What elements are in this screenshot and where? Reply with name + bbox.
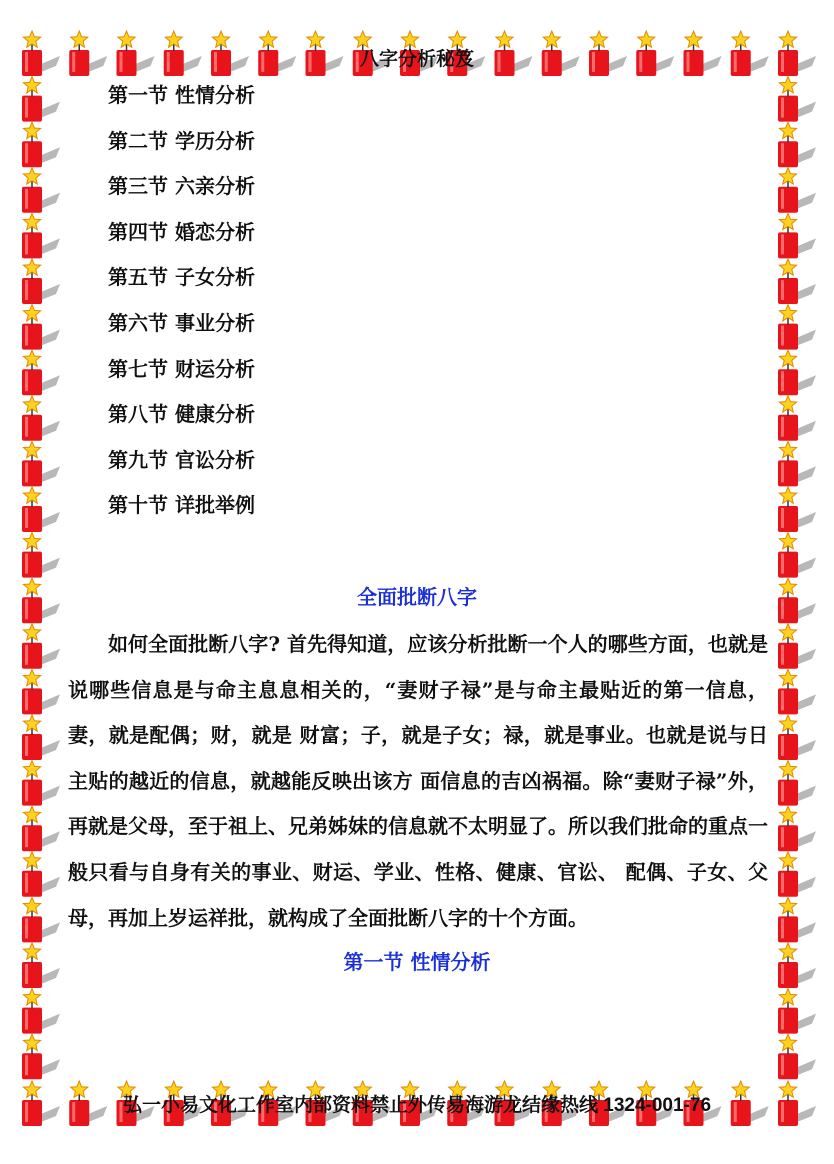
candle-icon xyxy=(778,77,816,122)
page-footer: 弘一小易文化工作室内部资料禁止外传易海游龙结缘热线 1324-001-76 xyxy=(122,1095,712,1116)
candle-icon xyxy=(778,350,816,395)
candle-icon xyxy=(778,897,816,942)
candle-icon xyxy=(22,806,60,851)
candle-icon xyxy=(778,168,816,213)
toc-item-4: 第四节 婚恋分析 xyxy=(108,219,255,244)
candle-icon xyxy=(778,487,816,532)
toc-item-7: 第七节 财运分析 xyxy=(108,356,255,381)
candle-icon xyxy=(778,533,816,578)
candle-icon xyxy=(22,715,60,760)
candle-icon xyxy=(22,1034,60,1079)
candle-icon xyxy=(22,213,60,258)
candle-icon xyxy=(778,259,816,304)
candle-icon xyxy=(778,1081,816,1126)
candle-icon xyxy=(22,852,60,897)
candle-icon xyxy=(22,122,60,167)
candle-icon xyxy=(22,77,60,122)
candle-icon xyxy=(778,989,816,1034)
candle-icon xyxy=(22,441,60,486)
article-subheading: 第一节 性情分析 xyxy=(343,950,491,974)
candle-icon xyxy=(778,122,816,167)
candle-icon xyxy=(778,669,816,714)
candle-icon xyxy=(778,806,816,851)
article-paragraph: 如何全面批断八字? 首先得知道，应该分析批断一个人的哪些方面，也就是说哪些信息是与命主息息相关的，“妻财子禄”是与命主最贴近的第一信息，妻，就是配偶；财，就是 财富；子，就是子女；禄，就是事业。也就是说与日主贴的越近的信息，就越能反映出该方 面信息的吉凶祸福。除“妻财子禄”外，再就是父母，至于祖上、兄弟姊妹的信息就不太明显了。所以我们批命的重点一般只看与自身有关的事业、财运、学业、性格、健康、官讼、 配偶、子女、父母，再加上岁运祥批，就构成了全面批断八字的十个方面。 xyxy=(68,632,768,930)
candle-icon xyxy=(22,533,60,578)
toc-item-2: 第二节 学历分析 xyxy=(108,128,255,153)
candle-icon xyxy=(22,305,60,350)
candle-icon xyxy=(22,259,60,304)
candle-icon xyxy=(22,669,60,714)
toc-item-1: 第一节 性情分析 xyxy=(108,83,255,107)
toc-item-6: 第六节 事业分析 xyxy=(108,310,255,335)
candle-icon xyxy=(778,396,816,441)
candle-icon xyxy=(778,305,816,350)
candle-icon xyxy=(778,761,816,806)
toc-item-8: 第八节 健康分析 xyxy=(108,402,255,427)
toc-item-3: 第三节 六亲分析 xyxy=(108,174,255,199)
toc-item-5: 第五节 子女分析 xyxy=(108,265,255,290)
toc-item-10: 第十节 详批举例 xyxy=(108,493,255,518)
candle-icon xyxy=(22,396,60,441)
candle-icon xyxy=(22,989,60,1034)
candle-icon xyxy=(22,1081,60,1126)
candle-icon xyxy=(22,897,60,942)
candle-icon xyxy=(22,168,60,213)
candle-icon xyxy=(778,441,816,486)
candle-icon xyxy=(778,852,816,897)
candle-icon xyxy=(22,624,60,669)
candle-icon xyxy=(22,350,60,395)
candle-icon xyxy=(22,761,60,806)
article-heading: 全面批断八字 xyxy=(357,585,477,609)
candle-icon xyxy=(22,487,60,532)
table-of-contents xyxy=(108,80,255,536)
candle-icon xyxy=(778,213,816,258)
candle-icon xyxy=(778,715,816,760)
toc-item-9: 第九节 官讼分析 xyxy=(108,447,255,472)
running-header: 八字分析秘笈 xyxy=(359,48,474,70)
candle-icon xyxy=(778,1034,816,1079)
candle-icon xyxy=(778,624,816,669)
